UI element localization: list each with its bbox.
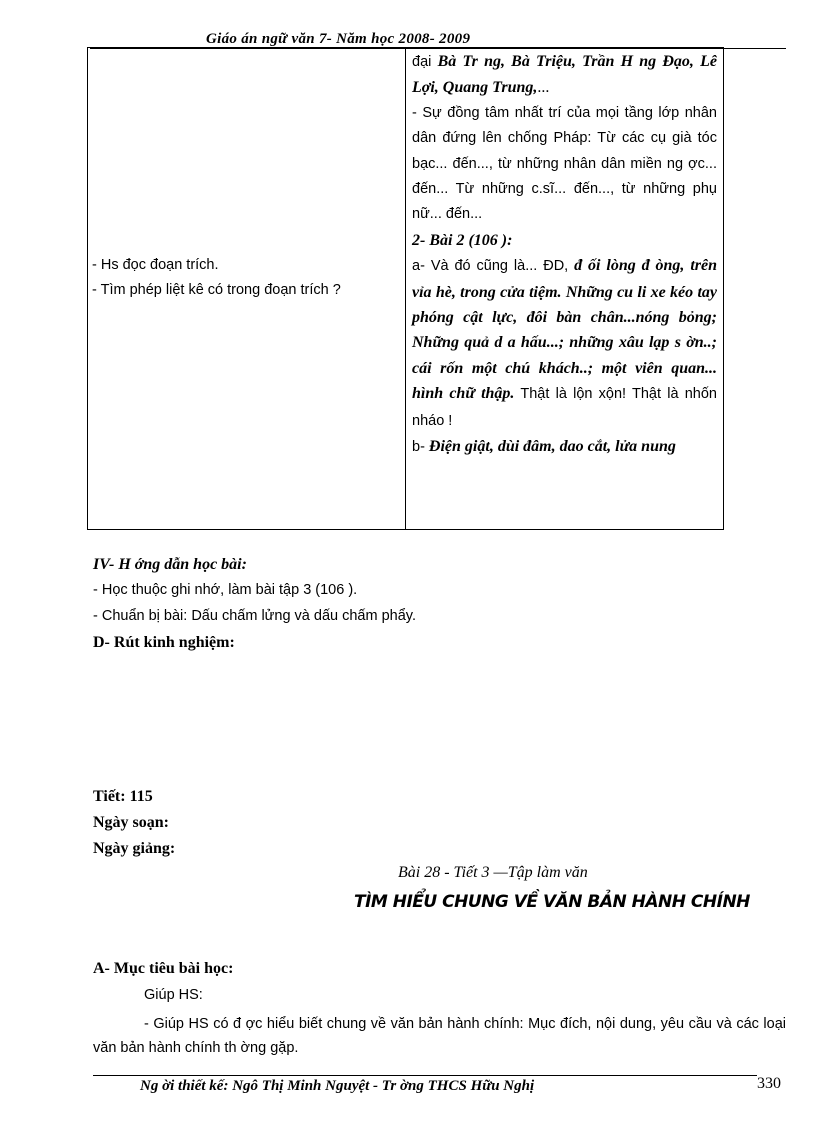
section-d-heading: D- Rút kinh nghiệm: (93, 634, 235, 651)
section-a-intro: Giúp HS: (144, 987, 203, 1003)
footer-rule (93, 1075, 757, 1076)
exercise-2b-prefix: b- (412, 439, 429, 456)
section-a-heading: A- Mục tiêu bài học: (93, 960, 234, 977)
prep-date: Ngày soạn: (93, 814, 170, 831)
left-line-question: - Tìm phép liệt kê có trong đoạn trích ? (92, 282, 341, 298)
exercise-2a (412, 253, 717, 434)
left-line-read: - Hs đọc đoạn trích. (92, 257, 219, 273)
unity-paragraph: - Sự đồng tâm nhất trí của mọi tầng lớp nhân dân đứng lên chống Pháp: Từ các cụ già tóc bạc... đến..., từ những nhân dân miền ng ợc... đến... Từ những c.sĩ... đến..., từ những phụ nữ... đến... (412, 104, 717, 223)
heroes-suffix: ... (537, 79, 550, 97)
page-number: 330 (757, 1075, 781, 1092)
exercise-2a-prefix: a- Và đó cũng là... ĐD, (412, 258, 575, 275)
section-iv-item-2: - Chuẩn bị bài: Dấu chấm lửng và dấu chấm phẩy. (93, 608, 416, 624)
teach-date: Ngày giảng: (93, 840, 176, 857)
table-right-cell (406, 48, 724, 530)
exercise-2a-quote: đ ối lòng đ òng, trên vỉa hè, trong cửa tiệm. Những cu li xe kéo tay phóng cật lực, đôi bàn chân...nóng bỏng; Những quả d a hấu...; những xâu lạp s ờn..; cái rốn một chú khách..; một viên quan... hình chữ thập. (412, 257, 718, 403)
right-cell-text (412, 49, 717, 461)
section-a-paragraph: - Giúp HS có đ ợc hiểu biết chung về văn bản hành chính: Mục đích, nội dung, yêu cầu và các loại văn bản hành chính th ờng gặp. (93, 1016, 786, 1056)
exercise-2b-quote: Điện giật, dùi đâm, dao cắt, lửa nung (428, 438, 676, 456)
exercise-2-heading: 2- Bài 2 (106 ): (412, 231, 513, 249)
exercise-2b (412, 434, 717, 460)
section-iv-heading: IV- H ớng dẫn học bài: (93, 556, 247, 573)
table-left-cell (88, 48, 406, 530)
content-table (87, 47, 724, 530)
lesson-title: TÌM HIỂU CHUNG VỀ VĂN BẢN HÀNH CHÍNH (354, 892, 750, 912)
heroes-names: Bà Tr ng, Bà Triệu, Trần H ng Đạo, Lê Lợi, Quang Trung, (412, 53, 717, 97)
section-iv-item-1: - Học thuộc ghi nhớ, làm bài tập 3 (106 ). (93, 582, 358, 598)
exercise-2a-suffix: Thật là lộn xộn! Thật là nhốn nháo ! (412, 386, 717, 429)
footer-author: Ng ời thiết kế: Ngô Thị Minh Nguyệt - Tr ờng THCS Hữu Nghị (140, 1078, 535, 1094)
lesson-subtitle: Bài 28 - Tiết 3 —Tập làm văn (398, 864, 588, 881)
heroes-prefix: đại (412, 54, 438, 70)
heroes-line (412, 49, 717, 101)
lesson-period: Tiết: 115 (93, 788, 153, 805)
header-title: Giáo án ngữ văn 7- Năm học 2008- 2009 (206, 31, 471, 47)
